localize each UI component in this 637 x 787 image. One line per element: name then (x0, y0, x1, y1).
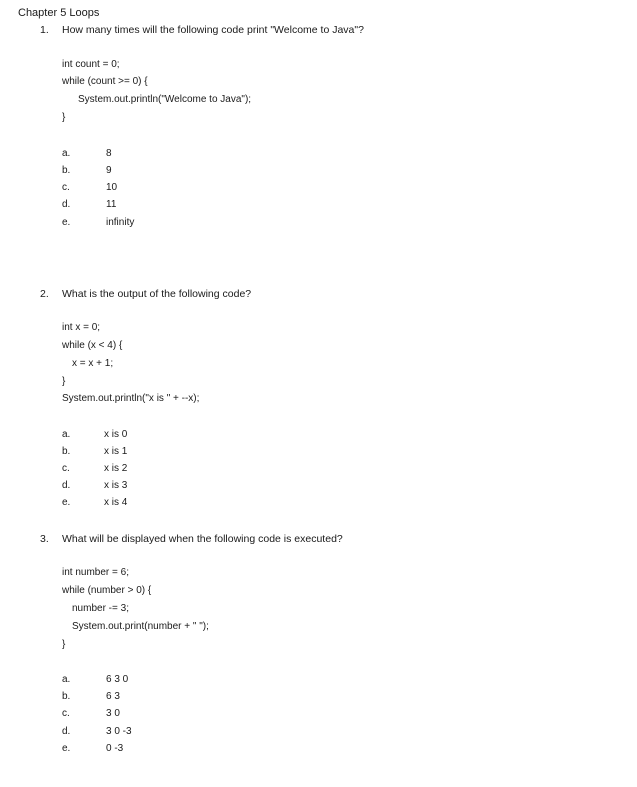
code-line: while (number > 0) { (62, 585, 152, 596)
option-value: 0 -3 (106, 743, 124, 754)
option-value: x is 2 (104, 463, 128, 474)
question-number: 2. (40, 288, 49, 300)
option-letter: b. (62, 446, 71, 457)
option-value: 10 (106, 182, 118, 193)
option-letter: d. (62, 199, 71, 210)
code-line: while (count >= 0) { (62, 76, 148, 87)
option-value: 3 0 -3 (106, 726, 132, 737)
question-number: 1. (40, 24, 49, 36)
option-value: 8 (106, 148, 112, 159)
code-line: System.out.print(number + " "); (72, 621, 209, 632)
code-line: } (62, 112, 66, 123)
option-letter: d. (62, 480, 71, 491)
question-text: What is the output of the following code? (62, 288, 252, 300)
code-line: } (62, 376, 66, 387)
option-value: 9 (106, 165, 112, 176)
option-letter: c. (62, 182, 70, 193)
option-value: 6 3 (106, 691, 120, 702)
option-letter: e. (62, 743, 71, 754)
code-line: x = x + 1; (72, 358, 114, 369)
option-letter: d. (62, 726, 71, 737)
code-line: number -= 3; (72, 603, 129, 614)
option-letter: b. (62, 165, 71, 176)
code-line: } (62, 639, 66, 650)
code-line: int x = 0; (62, 322, 101, 333)
option-value: x is 1 (104, 446, 128, 457)
code-line: System.out.println("Welcome to Java"); (78, 94, 252, 105)
option-value: 6 3 0 (106, 674, 129, 685)
option-value: 3 0 (106, 708, 120, 719)
question-number: 3. (40, 533, 49, 545)
code-line: while (x < 4) { (62, 340, 123, 351)
option-letter: a. (62, 429, 71, 440)
option-value: x is 3 (104, 480, 128, 491)
option-letter: a. (62, 148, 71, 159)
option-value: x is 0 (104, 429, 128, 440)
option-letter: b. (62, 691, 71, 702)
option-value: infinity (106, 217, 135, 228)
question-text: What will be displayed when the following code is executed? (62, 533, 343, 545)
question-text: How many times will the following code print "Welcome to Java"? (62, 24, 364, 36)
option-value: x is 4 (104, 497, 128, 508)
option-letter: e. (62, 217, 71, 228)
option-letter: e. (62, 497, 71, 508)
option-letter: c. (62, 708, 70, 719)
code-line: int number = 6; (62, 567, 129, 578)
option-letter: c. (62, 463, 70, 474)
option-value: 11 (106, 199, 117, 210)
option-letter: a. (62, 674, 71, 685)
code-line: System.out.println("x is " + --x); (62, 393, 200, 404)
code-line: int count = 0; (62, 59, 120, 70)
chapter-title: Chapter 5 Loops (18, 7, 100, 19)
